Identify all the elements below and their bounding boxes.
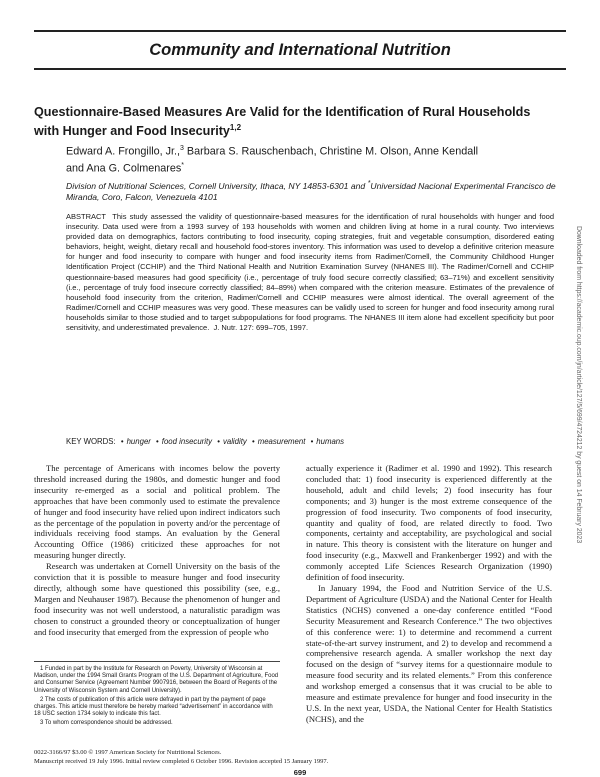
keywords-label: KEY WORDS: <box>66 437 116 446</box>
keywords: KEY WORDS: • hunger • food insecurity • validity • measurement • humans <box>66 437 345 446</box>
page-number: 699 <box>293 768 307 777</box>
keyword: food insecurity <box>161 437 213 446</box>
abstract-citation: J. Nutr. 127: 699–705, 1997. <box>213 323 309 333</box>
body-paragraph: In January 1994, the Food and Nutrition Service of the U.S. Department of Agriculture (USDA) and the National Center for Health Statistics (NCHS) convened a one-day conference entitled “Food Security Measurement and Research Conference.” The two objectives of this conference were: 1) to determine and recommend a current state-of-the-art survey instrument, and 2) to develop and recommend a comprehensive research agenda. A smaller workshop the next day focused on the design of “survey items for a questionnaire module to measure food security and its related elements.” From this conference and workshop emerged a consensus that it was crucial to be able to measure and estimate prevalence for hunger and food insecurity in the U.S. In the next year, USDA, the National Center for Health Statistics (NCHS), and the <box>306 582 552 724</box>
watermark-text: Downloaded from https://academic.oup.com/jn/article/127/5/699/4724212 by guest on 14 February 2023 <box>575 226 582 544</box>
affiliation-main: Division of Nutritional Sciences, Cornell University, Ithaca, NY 14853-6301 and <box>66 180 368 191</box>
body-column-right <box>306 463 552 725</box>
footnote: 3 To whom correspondence should be addressed. <box>40 720 173 727</box>
authors-line1-post: Barbara S. Rauschenbach, Christine M. Olson, Anne Kendall <box>183 145 478 158</box>
footnotes <box>34 661 280 730</box>
body-paragraph: Research was undertaken at Cornell University on the basis of the conviction that it is possible to measure hunger and food insecurity directly, although some have questioned this possibility (see, e.g., Margen and Neuhauser 1987). Because the phenomenon of hunger and food insecurity was not well understood, a naturalistic paradigm was chosen to construct a grounded theory or conceptualization of hunger and food insecurity that emerged from the expression of people who <box>34 561 280 637</box>
affiliation-mark: * <box>367 179 371 187</box>
keyword: humans <box>316 437 345 446</box>
authors-line2: and Ana G. Colmenares <box>66 162 182 175</box>
manuscript-dates: Manuscript received 19 July 1996. Initial review completed 6 October 1996. Revision accepted 15 January 1997. <box>34 757 329 765</box>
keyword: measurement <box>257 437 306 446</box>
body-paragraph: actually experience it (Radimer et al. 1990 and 1992). This research concluded that: 1) food insecurity is experienced differently at the household, adult and child levels; 2) food insecurity has four components; and 3) hunger is the most extreme consequence of the progression of food insecurity. Two components of food insecurity, quantity and quality of food, are related directly to food. Two components, certainty and acceptability, are psychological and social in nature. This theory is consistent with the literature on hunger and food insecurity (e.g., Maxwell and Frankenberger 1992) and with the commonly accepted Life Sciences Research Organization (1990) definition of food insecurity. <box>306 463 552 583</box>
publication-info <box>34 749 566 766</box>
footnote: 2 The costs of publication of this article were defrayed in part by the payment of page charges. This article must therefore be hereby marked “advertisement” in accordance with 18 USC section 1734 solely to indicate this fact. <box>34 696 273 718</box>
section-header <box>34 30 566 70</box>
body-column-left <box>34 463 280 638</box>
article-title <box>34 104 554 139</box>
copyright-line: 0022-3166/97 $3.00 © 1997 American Society for Nutritional Sciences. <box>34 749 222 756</box>
author-footnote-mark: 3 <box>180 145 184 152</box>
footnote: 1 Funded in part by the Institute for Research on Poverty, University of Wisconsin at Madison, under the 1994 Small Grants Program of the U.S. Department of Agriculture, Food and Consumer Service (Agreement Number 9907916, between the Board of Regents of the University of Wisconsin System and Cornell University). <box>34 666 279 694</box>
authors-line1-pre: Edward A. Frongillo, Jr., <box>66 145 181 158</box>
author-list <box>66 142 566 176</box>
keyword: validity <box>222 437 247 446</box>
abstract <box>66 212 554 333</box>
body-paragraph: The percentage of Americans with incomes below the poverty threshold increased during the 1980s, and domestic hunger and food insecurity re-emerged as a social and political problem. The approaches that have been commonly used to estimate the prevalence of hunger and food insecurity have relied upon indirect indicators such as the percentage of the population in poverty and/or the percentage of individuals receiving food stamps. An evaluation by the General Accounting Office (1986) criticized these approaches for not measuring hunger directly. <box>34 463 280 561</box>
title-text: Questionnaire-Based Measures Are Valid for the Identification of Rural Households with Hunger and Food Insecurity <box>34 105 531 139</box>
abstract-label: ABSTRACT <box>66 212 107 221</box>
author-affiliation-mark: * <box>181 162 184 170</box>
abstract-text: This study assessed the validity of questionnaire-based measures for the identification of rural households with hunger and food insecurity. Data used were from a 1993 survey of 193 households with women and children living at home in a rural county. Two interviews provided data on demographics, factors contributing to food insecurity, coping strategies, fruit and vegetable consumption, disordered eating behaviors, height, weight, dietary recall and household food-stores inventory. This information was used to develop a definitive criterion measure for hunger and food insecurity to compare with hunger and food insecurity items from Radimer/Cornell, the Community Childhood Hunger Identification Project (CCHIP) and the Third National Health and Nutrition Examination Survey (NHANES III). The Radimer/Cornell and CCHIP questionnaire-based measures had good specificity (i.e., percentage of truly food secure correctly classified; 63–71%) and excellent sensitivity (i.e., percentage of truly food insecure correctly classified; 84–89%) when compared with the criterion measure. Estimates of the prevalence of household food insecurity from the criterion, Radimer/Cornell and CCHIP measures were almost identical. The overall agreement of the Radimer/Cornell and CCHIP measures was very good. These measures can be validly used to screen for hunger and food insecurity among rural households similar to those studied and to target subpopulations for food programs. The NHANES III item alone had excellent specificity but poor sensitivity, and underestimated prevalence. <box>66 212 555 333</box>
section-title: Community and International Nutrition <box>149 40 451 59</box>
affiliation <box>66 178 566 204</box>
title-footnote-marks: 1,2 <box>229 123 242 132</box>
keyword: hunger <box>126 437 151 446</box>
affiliation-rest: Universidad Nacional Experimental Francisco de Miranda, Coro, Falcon, Venezuela 4101 <box>66 180 556 203</box>
